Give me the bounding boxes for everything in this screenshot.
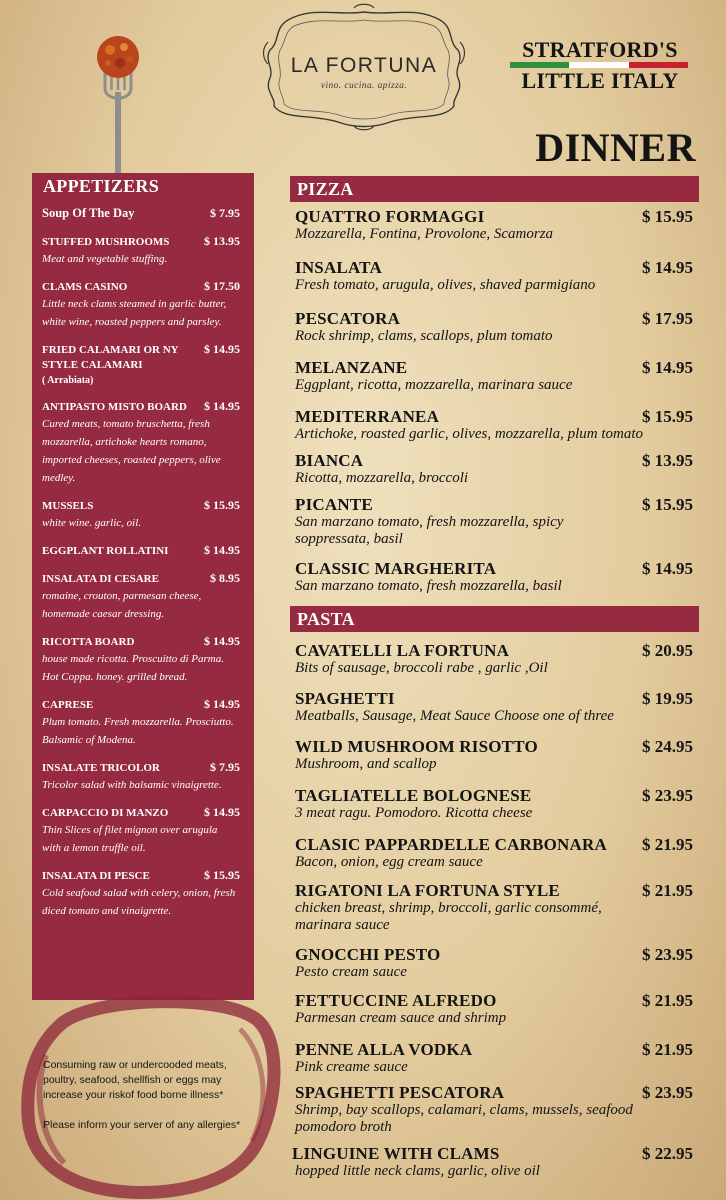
item-desc: Bacon, onion, egg cream sauce	[295, 854, 483, 870]
notice-raw-food: Consuming raw or undercooded meats, poultry, seafood, shellfish or eggs may increase your riskof food borne illness*	[43, 1059, 227, 1101]
item-name: RIGATONI LA FORTUNA STYLE	[295, 881, 560, 900]
logo-name: LA FORTUNA	[290, 54, 438, 77]
pasta-item	[295, 641, 693, 677]
food-safety-notice	[43, 1058, 258, 1133]
item-desc: Pink creame sauce	[295, 1059, 408, 1075]
item-price: $ 17.95	[642, 309, 693, 328]
appetizer-name: INSALATA DI CESARE	[42, 573, 159, 585]
pasta-item	[295, 1083, 693, 1136]
item-name: PENNE ALLA VODKA	[295, 1040, 473, 1059]
appetizer-item	[42, 342, 254, 388]
item-desc: Eggplant, ricotta, mozzarella, marinara sauce	[295, 377, 573, 393]
item-desc: 3 meat ragu. Pomodoro. Ricotta cheese	[295, 805, 533, 821]
item-price: $ 22.95	[642, 1144, 693, 1163]
pizza-item	[295, 451, 693, 487]
appetizer-name: CARPACCIO DI MANZO	[42, 807, 169, 819]
pasta-item	[295, 881, 693, 934]
item-name: SPAGHETTI	[295, 689, 395, 708]
appetizer-item	[42, 697, 254, 749]
appetizer-name: STUFFED MUSHROOMS	[42, 236, 170, 248]
brand-title-line2: LITTLE ITALY	[521, 68, 679, 93]
pizza-item	[295, 258, 693, 294]
item-price: $ 14.95	[642, 258, 693, 277]
item-desc: Pesto cream sauce	[295, 964, 407, 980]
appetizer-name: MUSSELS	[42, 500, 94, 512]
pizza-item	[295, 207, 693, 243]
item-desc: San marzano tomato, fresh mozzarella, spicy soppressata, basil	[295, 514, 564, 547]
item-name: FETTUCCINE ALFREDO	[295, 991, 497, 1010]
item-name: CLASIC PAPPARDELLE CARBONARA	[295, 835, 607, 854]
item-price: $ 24.95	[642, 737, 693, 756]
appetizer-desc: Cold seafood salad with celery, onion, fresh diced tomato and vinaigrette.	[42, 887, 236, 917]
item-price: $ 15.95	[642, 495, 693, 514]
item-name: CLASSIC MARGHERITA	[295, 559, 497, 578]
appetizer-name: INSALATE TRICOLOR	[42, 762, 160, 774]
item-price: $ 23.95	[642, 1083, 693, 1102]
item-name: MEDITERRANEA	[295, 407, 440, 426]
appetizer-price: $ 14.95	[204, 805, 240, 819]
appetizer-price: $ 14.95	[204, 697, 240, 711]
appetizers-panel	[32, 173, 254, 1000]
item-desc: Rock shrimp, clams, scallops, plum tomato	[295, 328, 553, 344]
appetizer-name: FRIED CALAMARI OR NY STYLE CALAMARI	[42, 344, 179, 371]
appetizer-desc: Tricolor salad with balsamic vinaigrette.	[42, 779, 222, 791]
appetizer-price: $ 14.95	[204, 634, 240, 648]
appetizer-price: $ 8.95	[210, 571, 240, 585]
pizza-item	[295, 309, 693, 345]
appetizer-name: ANTIPASTO MISTO BOARD	[42, 401, 187, 413]
pasta-item	[295, 1040, 693, 1076]
meatball-fork-illustration	[88, 30, 148, 180]
brand-title-line1: STRATFORD'S	[522, 37, 678, 62]
item-price: $ 21.95	[642, 881, 693, 900]
appetizer-desc: Thin Slices of filet mignon over arugula with a lemon truffle oil.	[42, 824, 218, 854]
item-name: BIANCA	[295, 451, 364, 470]
item-price: $ 19.95	[642, 689, 693, 708]
item-desc: Artichoke, roasted garlic, olives, mozzarella, plum tomato	[295, 426, 644, 442]
appetizer-item	[42, 760, 254, 794]
appetizer-name: RICOTTA BOARD	[42, 636, 135, 648]
item-desc: Parmesan cream sauce and shrimp	[295, 1010, 507, 1026]
menu-title: DINNER	[535, 125, 696, 170]
item-name: TAGLIATELLE BOLOGNESE	[295, 786, 532, 805]
pizza-item	[295, 559, 693, 595]
logo-tagline: vino. cucina. apizza.	[320, 81, 408, 91]
appetizer-price: $ 14.95	[204, 342, 240, 356]
item-name: PICANTE	[295, 495, 373, 514]
item-desc: Fresh tomato, arugula, olives, shaved parmigiano	[295, 277, 596, 293]
appetizer-price: $ 15.95	[204, 498, 240, 512]
pasta-heading: PASTA	[290, 606, 699, 632]
pasta-item	[295, 945, 693, 981]
appetizer-price: $ 17.50	[204, 279, 240, 293]
appetizer-name: INSALATA DI PESCE	[42, 870, 150, 882]
item-desc: Mushroom, and scallop	[295, 756, 437, 772]
item-name: WILD MUSHROOM RISOTTO	[295, 737, 538, 756]
appetizer-item	[42, 571, 254, 623]
pasta-item	[295, 786, 693, 822]
item-name: SPAGHETTI PESCATORA	[295, 1083, 505, 1102]
pasta-item	[295, 689, 693, 725]
item-price: $ 23.95	[642, 945, 693, 964]
appetizer-item	[42, 543, 254, 559]
item-price: $ 15.95	[642, 207, 693, 226]
appetizer-item	[42, 634, 254, 686]
appetizer-item	[42, 234, 254, 268]
item-name: INSALATA	[295, 258, 382, 277]
pizza-heading: PIZZA	[290, 176, 699, 202]
pasta-item	[295, 737, 693, 773]
appetizer-item	[42, 805, 254, 857]
appetizer-name: CLAMS CASINO	[42, 281, 128, 293]
appetizer-item	[42, 279, 254, 331]
item-price: $ 21.95	[642, 1040, 693, 1059]
appetizer-price: $ 7.95	[210, 206, 240, 220]
appetizer-price: $ 15.95	[204, 868, 240, 882]
item-name: PESCATORA	[295, 309, 401, 328]
item-desc: chicken breast, shrimp, broccoli, garlic consommé, marinara sauce	[295, 900, 602, 933]
item-name: GNOCCHI PESTO	[295, 945, 441, 964]
appetizers-heading: APPETIZERS	[43, 176, 160, 196]
item-desc: Bits of sausage, broccoli rabe , garlic ,Oil	[295, 660, 548, 676]
item-desc: Shrimp, bay scallops, calamari, clams, mussels, seafood pomodoro broth	[295, 1102, 633, 1135]
appetizer-name: EGGPLANT ROLLATINI	[42, 545, 169, 557]
appetizer-item	[42, 868, 254, 920]
item-price: $ 23.95	[642, 786, 693, 805]
appetizer-price: $ 13.95	[204, 234, 240, 248]
pasta-item	[295, 835, 693, 871]
item-name: MELANZANE	[295, 358, 408, 377]
appetizer-desc: Plum tomato. Fresh mozzarella. Prosciutto. Balsamic of Modena.	[42, 716, 234, 746]
appetizer-desc: Cured meats, tomato bruschetta, fresh mozzarella, artichoke hearts romano, imported cheeses, roasted peppers, olive medley.	[42, 418, 221, 484]
item-price: $ 14.95	[642, 559, 693, 578]
appetizer-item	[42, 206, 254, 221]
pasta-item	[292, 1144, 693, 1180]
item-price: $ 20.95	[642, 641, 693, 660]
item-name: LINGUINE WITH CLAMS	[292, 1144, 500, 1163]
appetizer-name: CAPRESE	[42, 699, 94, 711]
pizza-item	[295, 407, 693, 443]
item-name: QUATTRO FORMAGGI	[295, 207, 485, 226]
appetizer-desc: romaine, crouton, parmesan cheese, homemade caesar dressing.	[42, 590, 202, 620]
pasta-item	[295, 991, 693, 1027]
appetizer-price: $ 14.95	[204, 399, 240, 413]
notice-allergies: Please inform your server of any allergies*	[43, 1119, 241, 1131]
appetizer-price: $ 14.95	[204, 543, 240, 557]
item-desc: Mozzarella, Fontina, Provolone, Scamorza	[295, 226, 554, 242]
item-price: $ 15.95	[642, 407, 693, 426]
appetizer-desc: house made ricotta. Proscuitto di Parma. Hot Coppa. honey. grilled bread.	[42, 653, 224, 683]
appetizer-item	[42, 399, 254, 487]
item-desc: hopped little neck clams, garlic, olive oil	[295, 1163, 540, 1179]
item-desc: San marzano tomato, fresh mozzarella, basil	[295, 578, 562, 594]
item-price: $ 21.95	[642, 991, 693, 1010]
appetizer-desc: white wine. garlic, oil.	[42, 517, 141, 529]
pizza-item	[295, 495, 693, 548]
item-name: CAVATELLI LA FORTUNA	[295, 641, 510, 660]
appetizer-name-extra: ( Arrabiata)	[42, 375, 94, 386]
item-desc: Ricotta, mozzarella, broccoli	[295, 470, 469, 486]
appetizer-name: Soup Of The Day	[42, 206, 135, 220]
item-desc: Meatballs, Sausage, Meat Sauce Choose one of three	[295, 708, 614, 724]
appetizer-item	[42, 498, 254, 532]
item-price: $ 13.95	[642, 451, 693, 470]
item-price: $ 21.95	[642, 835, 693, 854]
appetizer-price: $ 7.95	[210, 760, 240, 774]
pizza-item	[295, 358, 693, 394]
item-price: $ 14.95	[642, 358, 693, 377]
appetizer-desc: Meat and vegetable stuffing.	[42, 253, 168, 265]
appetizer-desc: Little neck clams steamed in garlic butter, white wine, roasted peppers and parsley.	[42, 298, 227, 328]
